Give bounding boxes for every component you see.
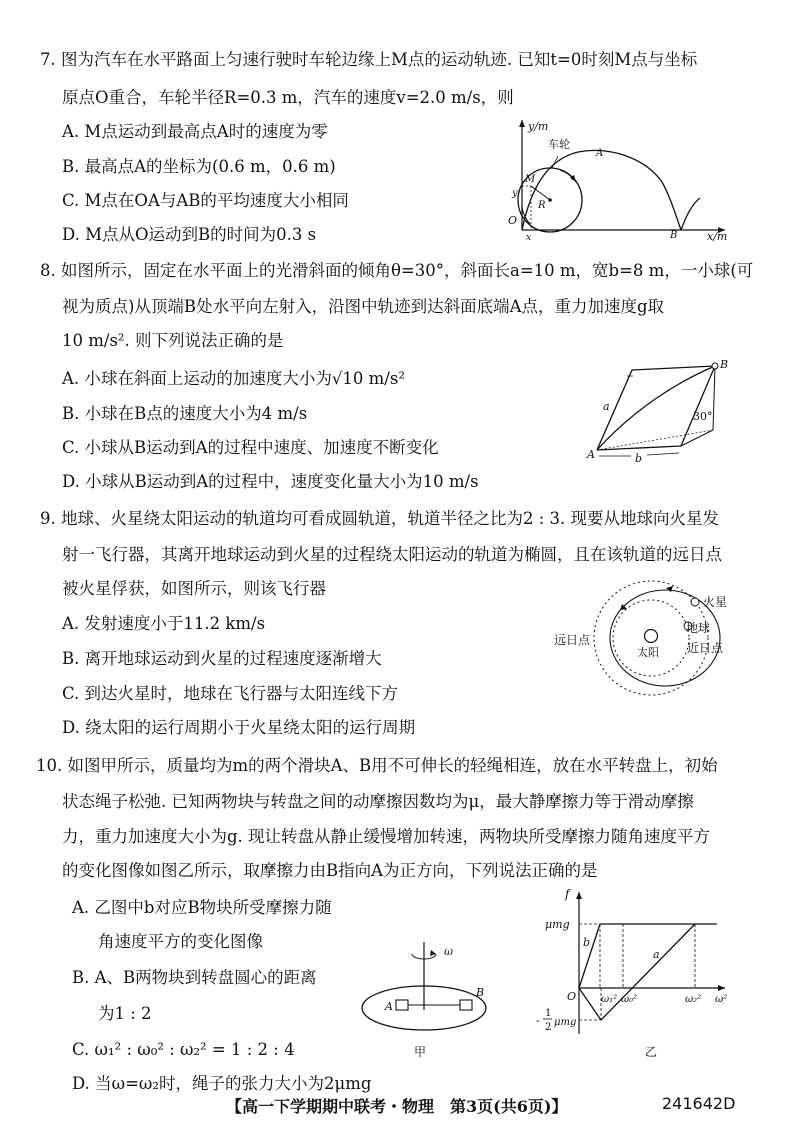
q8-line3: 10 m/s². 则下列说法正确的是 — [62, 331, 284, 350]
q9-option-a: A. 发射速度小于11.2 km/s — [62, 614, 266, 633]
q10-option-c: C. ω₁² : ω₀² : ω₂² = 1 : 2 : 4 — [72, 1040, 295, 1059]
q10-option-b-line2: 为1 : 2 — [98, 1004, 152, 1023]
q8-line1: 8. 如图所示，固定在水平面上的光滑斜面的倾角θ=30°，斜面长a=10 m，宽b=8 m，一小球(可 — [40, 261, 754, 280]
q7-option-d: D. M点从O运动到B的时间为0.3 s — [62, 225, 317, 244]
q8-option-d: D. 小球从B运动到A的过程中，速度变化量大小为10 m/s — [62, 472, 479, 491]
q10-turntable-figure-jia — [358, 930, 498, 1060]
q9-line1: 9. 地球、火星绕太阳运动的轨道均可看成圆轨道，轨道半径之比为2 : 3. 现要从地球向火星发 — [40, 509, 720, 528]
q7-x-mark: x — [526, 233, 532, 242]
q10-half-numerator: 1 — [545, 1008, 552, 1019]
q7-point-m: M — [525, 174, 536, 185]
q8-option-b: B. 小球在B点的速度大小为4 m/s — [62, 404, 308, 423]
q7-option-c: C. M点在OA与AB的平均速度大小相同 — [62, 191, 349, 210]
q10-f-axis-label: f — [565, 887, 570, 901]
q10-option-b-line1: B. A、B两物块到转盘圆心的距离 — [72, 968, 317, 987]
q9-option-d: D. 绕太阳的运行周期小于火星绕太阳的运行周期 — [62, 718, 416, 737]
q8-line2: 视为质点)从顶端B处水平向左射入，沿图中轨迹到达斜面底端A点，重力加速度g取 — [62, 297, 665, 316]
q10-option-d: D. 当ω=ω₂时，绳子的张力大小为2μmg — [72, 1074, 372, 1093]
q9-line2: 射一飞行器，其离开地球运动到火星的过程绕太阳运动的轨道为椭圆，且在该轨道的远日点 — [62, 545, 722, 564]
q9-line3: 被火星俘获，如图所示，则该飞行器 — [62, 579, 326, 598]
q9-orbit-figure — [548, 574, 748, 702]
q10-option-a-line2: 角速度平方的变化图像 — [98, 932, 263, 951]
q10-line2: 状态绳子松弛. 已知两物块与转盘之间的动摩擦因数均为μ，最大静摩擦力等于滑动摩擦 — [62, 792, 694, 811]
q7-point-b: B — [670, 230, 678, 241]
q10-neg-sign: - — [536, 1014, 540, 1027]
q8-option-a: A. 小球在斜面上运动的加速度大小为√10 m/s² — [62, 369, 405, 388]
q10-omega1-label: ω₁² — [601, 994, 618, 1005]
q10-option-a-line1: A. 乙图中b对应B物块所受摩擦力随 — [72, 898, 332, 917]
q9-option-b: B. 离开地球运动到火星的过程速度逐渐增大 — [62, 649, 382, 668]
q8-point-a: A — [587, 448, 595, 461]
footer-code: 241642D — [662, 1094, 736, 1113]
q10-block-b-label: B — [476, 986, 485, 999]
q10-umg-label: μmg — [545, 918, 570, 931]
q10-caption-jia: 甲 — [414, 1045, 427, 1059]
q9-sun-label: 太阳 — [637, 646, 659, 659]
q9-earth-label: 地球 — [686, 621, 711, 635]
q10-line1: 10. 如图甲所示，质量均为m的两个滑块A、B用不可伸长的轻绳相连，放在水平转盘上，初始 — [36, 756, 718, 775]
q9-perihelion-label: 近日点 — [687, 641, 724, 655]
q9-aphelion-label: 远日点 — [554, 633, 591, 647]
q10-line4: 的变化图像如图乙所示，取摩擦力由B指向A为正方向，下列说法正确的是 — [62, 861, 598, 880]
q7-trajectory-figure — [500, 112, 735, 242]
q9-option-c: C. 到达火星时，地球在飞行器与太阳连线下方 — [62, 684, 399, 703]
q9-mars-label: 火星 — [703, 595, 728, 609]
q8-side-b: b — [635, 452, 643, 465]
q10-omega-label: ω — [444, 945, 453, 958]
q7-point-a: A — [596, 148, 604, 159]
q8-side-a: a — [603, 400, 610, 413]
q7-line1: 7. 图为汽车在水平路面上匀速行驶时车轮边缘上M点的运动轨迹. 已知t=0时刻M点与坐标 — [40, 50, 698, 69]
q10-omega2-label: ω₂² — [685, 994, 702, 1005]
q10-half-umg: μmg — [554, 1017, 577, 1028]
q10-omega0-label: ω₀² — [621, 994, 638, 1005]
q7-wheel-label: 车轮 — [548, 138, 570, 151]
footer-title: 【高一下学期期中联考・物理 第3页(共6页)】 — [226, 1097, 568, 1116]
q7-option-b: B. 最高点A的坐标为(0.6 m，0.6 m) — [62, 157, 336, 176]
q7-y-mark: y — [512, 188, 518, 199]
q8-angle: 30° — [693, 410, 713, 423]
q10-curve-a-label: a — [653, 948, 660, 961]
q10-caption-yi: 乙 — [645, 1045, 658, 1059]
q10-friction-graph-yi — [535, 884, 735, 1062]
q7-line2: 原点O重合，车轮半径R=0.3 m，汽车的速度v=2.0 m/s，则 — [62, 88, 514, 107]
q7-radius-r: R — [538, 200, 546, 211]
q10-line3: 力，重力加速度大小为g. 现让转盘从静止缓慢增加转速，两物块所受摩擦力随角速度平方 — [62, 827, 711, 846]
q10-curve-b-label: b — [583, 936, 591, 949]
q10-half-denominator: 2 — [545, 1022, 552, 1033]
q8-point-b: B — [720, 358, 729, 371]
q10-omega-axis-label: ω² — [715, 994, 728, 1005]
q7-origin: O — [508, 214, 518, 227]
q7-option-a: A. M点运动到最高点A时的速度为零 — [62, 122, 328, 141]
q10-origin-label: O — [567, 990, 577, 1003]
q10-block-a-label: A — [385, 1000, 393, 1013]
q8-option-c: C. 小球从B运动到A的过程中速度、加速度不断变化 — [62, 438, 439, 457]
q7-xlabel: x/m — [707, 230, 728, 242]
q8-incline-figure — [585, 358, 735, 468]
q7-ylabel: y/m — [528, 120, 549, 133]
